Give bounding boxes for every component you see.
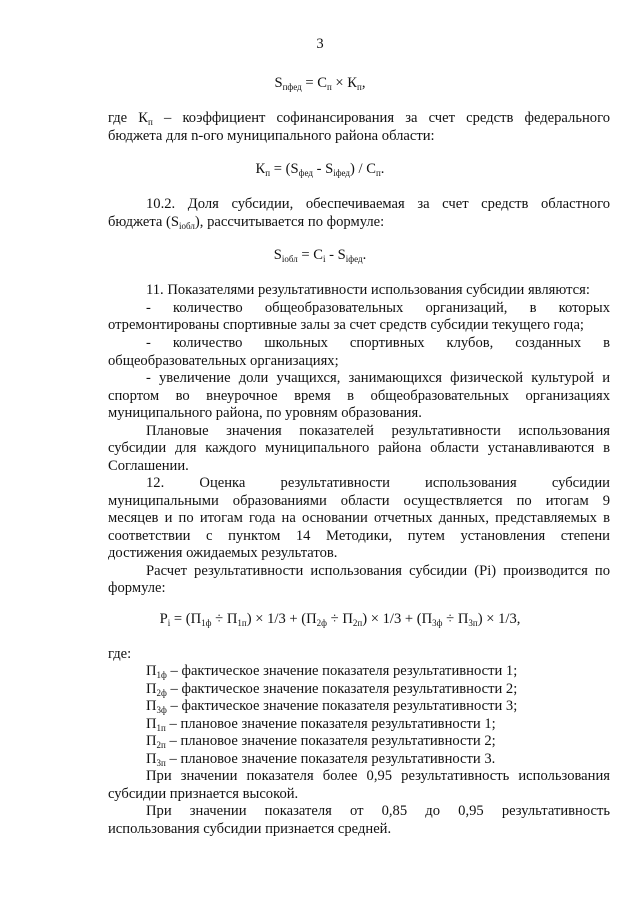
formula-federal-share: $S_{пфед} = С_п \times К_п$, xyxy=(274,75,366,92)
text-line: муниципального района, по уровням образования. xyxy=(108,405,422,421)
text-line: бюджета $(S_{iобл})$, рассчитывается по формуле: xyxy=(108,214,385,231)
assessment-high: При значении показателя более 0,95 результативность использования xyxy=(146,768,610,784)
text-line: бюджета для n-ого муниципального района области: xyxy=(108,128,435,144)
paragraph-11: 11. Показателями результативности использования субсидии являются: xyxy=(146,282,590,298)
formula-effectiveness: $P_i = (П_{1ф} \div П_{1п}) \times 1/3 + (П_{2ф} \div П_{2п}) \times 1/3 + (П_{3ф} \div П_{3п}) \times 1/3$, xyxy=(159,611,521,628)
text-line: муниципальными образованиями области осуществляется по итогам 9 xyxy=(108,493,610,509)
text-line: месяцев и по итогам года на основании отчетных данных, представляемых в xyxy=(108,510,610,526)
definition-item: $П_{2п}$ – плановое значение показателя результативности 2; xyxy=(146,733,496,750)
where-label: где: xyxy=(108,646,132,662)
text-line: общеобразовательных организациях; xyxy=(108,353,339,369)
bullet-item: - количество школьных спортивных клубов, созданных в xyxy=(146,335,610,351)
text-line: Соглашении. xyxy=(108,458,189,474)
page-number: 3 xyxy=(316,36,324,52)
text-line: спортом во внеурочное время в общеобразовательных организациях xyxy=(108,388,610,404)
formula-cofinancing-coefficient: $К_п = (S_{фед} - S_{iфед}) / С_п$. xyxy=(255,161,385,178)
text-line: субсидии для каждого муниципального района области устанавливаются в xyxy=(108,440,610,456)
definition-item: $П_{2ф}$ – фактическое значение показателя результативности 2; xyxy=(146,681,518,698)
text-line: субсидии признается высокой. xyxy=(108,786,299,802)
definition-item: $П_{1ф}$ – фактическое значение показателя результативности 1; xyxy=(146,663,518,680)
text-line: Плановые значения показателей результативности использования xyxy=(146,423,610,439)
bullet-item: - увеличение доли учащихся, занимающихся физической культурой и xyxy=(146,370,610,386)
calc-intro: Расчет результативности использования субсидии (Pi) производится по xyxy=(146,563,610,579)
text-line: где $К_п$ – коэффициент софинансирования за счет средств федерального xyxy=(108,110,610,127)
formula-regional-share: $S_{iобл} = С_i - S_{iфед}$. xyxy=(273,247,367,264)
assessment-medium: При значении показателя от 0,85 до 0,95 результативность xyxy=(146,803,610,819)
definition-item: $П_{3ф}$ – фактическое значение показателя результативности 3; xyxy=(146,698,518,715)
paragraph-12: 12. Оценка результативности использования субсидии xyxy=(146,475,610,491)
text-line: отремонтированы спортивные залы за счет средств субсидии текущего года; xyxy=(108,317,584,333)
text-line: соответствии с пунктом 14 Методики, путем установления степени xyxy=(108,528,610,544)
text-line: формуле: xyxy=(108,580,166,596)
definition-item: $П_{1п}$ – плановое значение показателя результативности 1; xyxy=(146,716,496,733)
definition-item: $П_{3п}$ – плановое значение показателя результативности 3. xyxy=(146,751,496,768)
text-line: использования субсидии признается средней. xyxy=(108,821,392,837)
paragraph-10-2: 10.2. Доля субсидии, обеспечиваемая за счет средств областного xyxy=(146,196,610,212)
bullet-item: - количество общеобразовательных организаций, в которых xyxy=(146,300,610,316)
text-line: достижения ожидаемых результатов. xyxy=(108,545,338,561)
